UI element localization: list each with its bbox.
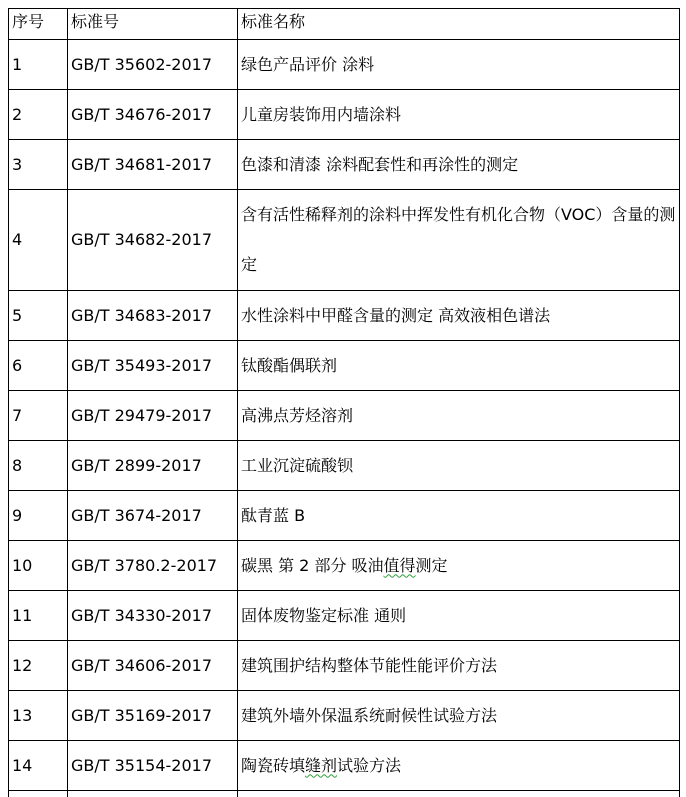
- row-name: 色漆和清漆 涂料配套性和再涂性的测定: [238, 140, 680, 190]
- row-index: 12: [9, 641, 68, 691]
- header-index: 序号: [9, 9, 68, 40]
- row-code: GB/T 34330-2017: [68, 591, 238, 641]
- row-name-part: 陶瓷砖填: [241, 756, 305, 775]
- row-name: 酞青蓝 B: [238, 491, 680, 541]
- row-index: 4: [9, 190, 68, 291]
- table-row: [9, 341, 680, 391]
- table-row: [9, 40, 680, 90]
- row-name: 固体废物鉴定标准 通则: [238, 591, 680, 641]
- table-row: [9, 291, 680, 341]
- table-header-row: [9, 9, 680, 40]
- row-index: 8: [9, 441, 68, 491]
- row-code: GB/T 34682-2017: [68, 190, 238, 291]
- row-code: GB/T 34606-2017: [68, 641, 238, 691]
- row-code: GB/T 34683-2017: [68, 291, 238, 341]
- table-row: [9, 190, 680, 291]
- spellcheck-flagged-text: 缝剂: [305, 756, 337, 775]
- row-code: GB/T 34676-2017: [68, 90, 238, 140]
- row-name: 高沸点芳烃溶剂: [238, 391, 680, 441]
- row-index: 2: [9, 90, 68, 140]
- row-name-part: 碳黑 第 2 部分 吸油: [241, 556, 384, 575]
- row-index: 13: [9, 691, 68, 741]
- row-name: [238, 791, 680, 797]
- row-index: 14: [9, 741, 68, 791]
- table-row: [9, 691, 680, 741]
- row-name: [238, 741, 680, 791]
- table-row: [9, 140, 680, 190]
- row-name-part: 测定: [416, 556, 448, 575]
- row-index: 5: [9, 291, 68, 341]
- table-row-partial: [9, 791, 680, 797]
- row-index: [9, 791, 68, 797]
- row-index: 7: [9, 391, 68, 441]
- row-name: 儿童房装饰用内墙涂料: [238, 90, 680, 140]
- row-code: GB/T 3780.2-2017: [68, 541, 238, 591]
- row-name: 水性涂料中甲醛含量的测定 高效液相色谱法: [238, 291, 680, 341]
- standards-table: [8, 8, 680, 797]
- row-name: [238, 541, 680, 591]
- row-index: 1: [9, 40, 68, 90]
- row-name: 绿色产品评价 涂料: [238, 40, 680, 90]
- row-name-part: 试验方法: [337, 756, 401, 775]
- header-code: 标准号: [68, 9, 238, 40]
- row-index: 9: [9, 491, 68, 541]
- spellcheck-flagged-text: 值得: [384, 556, 416, 575]
- row-name: 建筑围护结构整体节能性能评价方法: [238, 641, 680, 691]
- table-row: [9, 391, 680, 441]
- table-row: [9, 491, 680, 541]
- row-index: 10: [9, 541, 68, 591]
- row-code: GB/T 35493-2017: [68, 341, 238, 391]
- row-index: 3: [9, 140, 68, 190]
- row-code: GB/T 29479-2017: [68, 391, 238, 441]
- row-name: 钛酸酯偶联剂: [238, 341, 680, 391]
- table-row: [9, 741, 680, 791]
- row-code: GB/T 34681-2017: [68, 140, 238, 190]
- table-row: [9, 90, 680, 140]
- row-index: 11: [9, 591, 68, 641]
- row-code: GB/T 3674-2017: [68, 491, 238, 541]
- table-row: [9, 591, 680, 641]
- row-code: GB/T 35602-2017: [68, 40, 238, 90]
- row-index: 6: [9, 341, 68, 391]
- row-code: GB/T 35154-2017: [68, 741, 238, 791]
- row-name: 含有活性稀释剂的涂料中挥发性有机化合物（VOC）含量的测定: [238, 190, 680, 291]
- row-code: GB/T 35169-2017: [68, 691, 238, 741]
- table-row: [9, 441, 680, 491]
- row-name: 工业沉淀硫酸钡: [238, 441, 680, 491]
- table-row: [9, 541, 680, 591]
- row-name: 建筑外墙外保温系统耐候性试验方法: [238, 691, 680, 741]
- table-row: [9, 641, 680, 691]
- row-code: [68, 791, 238, 797]
- header-name: 标准名称: [238, 9, 680, 40]
- row-code: GB/T 2899-2017: [68, 441, 238, 491]
